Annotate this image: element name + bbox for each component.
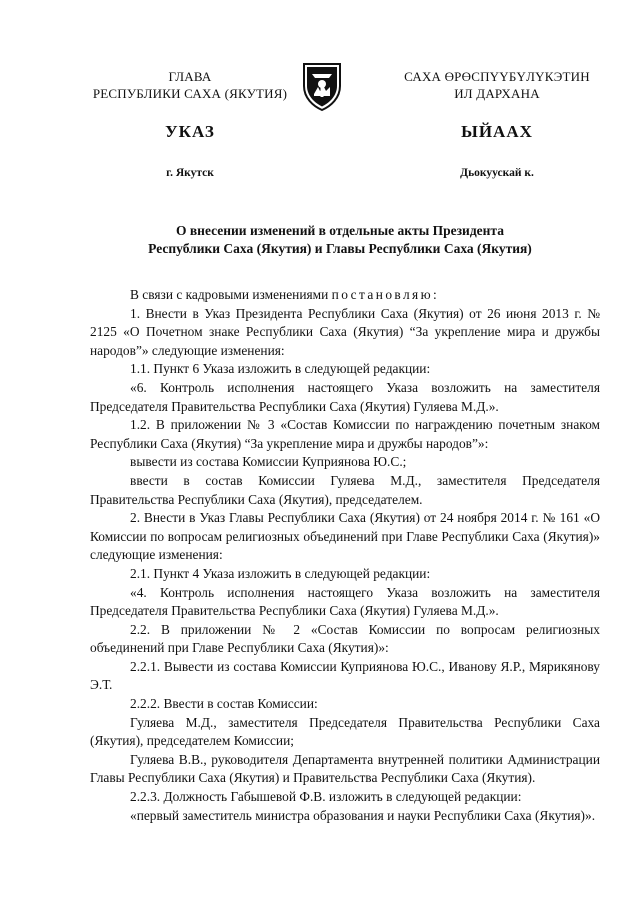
- paragraph-1-1: 1.1. Пункт 6 Указа изложить в следующей редакции:: [130, 361, 431, 377]
- paragraph-1-2: 1.2. В приложении № 3 «Состав Комиссии по награждению почетным знаком Республики Саха (Якутия) “За укрепление мира и дружбы народов”»:: [90, 417, 600, 451]
- right-doc-type: ЫЙААХ: [461, 122, 533, 141]
- intro-prefix: В связи с кадровыми изменениями: [130, 287, 332, 302]
- header-left-russian: [80, 68, 300, 179]
- decree-body: [90, 286, 600, 825]
- paragraph-2-2: 2.2. В приложении № 2 «Состав Комиссии по вопросам религиозных объединений при Главе Республики Саха (Якутия)»:: [90, 621, 600, 656]
- paragraph-2-2-2: 2.2.2. Ввести в состав Комиссии:: [130, 696, 318, 712]
- paragraph-2: 2. Внести в Указ Главы Республики Саха (Якутия) от 24 ноября 2014 г. № 161 «О Комиссии по вопросам религиозных объединений при Главе Республики Саха (Якутия)» следующие изменения:: [90, 510, 600, 563]
- paragraph-2-2-3: 2.2.3. Должность Габышевой Ф.В. изложить в следующей редакции:: [130, 789, 522, 805]
- paragraph-intro: [90, 286, 600, 305]
- paragraph-1: 1. Внести в Указ Президента Республики Саха (Якутия) от 26 июня 2013 г. № 2125 «О Почетном знаке Республики Саха (Якутия) “За укрепление мира и дружбы народов”» следующие изменения:: [90, 305, 600, 358]
- document-header: [0, 68, 640, 178]
- paragraph-2-2-2-b: Гуляева В.В., руководителя Департамента внутренней политики Администрации Главы Республики Саха (Якутия) и Правительства Республики Саха (Якутия).: [90, 751, 600, 786]
- paragraph-2-2-2-a: Гуляева М.Д., заместителя Председателя Правительства Республики Саха (Якутия), председателем Комиссии;: [90, 714, 600, 749]
- paragraph-1-2-remove: вывести из состава Комиссии Куприянова Ю.С.;: [130, 454, 407, 470]
- right-org-line-2: ИЛ ДАРХАНА: [454, 86, 540, 101]
- decree-title: [80, 222, 600, 258]
- left-org-line-1: ГЛАВА: [168, 69, 212, 84]
- paragraph-2-2-3-quote: «первый заместитель министра образования и науки Республики Саха (Якутия)».: [130, 807, 596, 823]
- paragraph-2-1-quote: «4. Контроль исполнения настоящего Указа возложить на заместителя Председателя Правительства Республики Саха (Якутия) Гуляева М.Д.».: [90, 584, 600, 619]
- left-doc-type: УКАЗ: [165, 122, 215, 141]
- coat-of-arms-icon: [298, 60, 346, 112]
- left-org-line-2: РЕСПУБЛИКИ САХА (ЯКУТИЯ): [92, 86, 288, 101]
- paragraph-2-1: 2.1. Пункт 4 Указа изложить в следующей редакции:: [130, 565, 431, 581]
- paragraph-2-2-1: 2.2.1. Вывести из состава Комиссии Куприянова Ю.С., Иванову Я.Р., Мярикянову Э.Т.: [90, 658, 600, 693]
- header-right-yakut: [382, 68, 612, 179]
- paragraph-1-2-add: ввести в состав Комиссии Гуляева М.Д., заместителя Председателя Правительства Республики Саха (Якутия), председателем.: [90, 472, 600, 507]
- left-city: г. Якутск: [166, 167, 214, 179]
- title-line-1: О внесении изменений в отдельные акты Президента: [176, 223, 504, 238]
- right-org-line-1: САХА ӨРӨСПҮҮБҮЛҮКЭТИН: [404, 69, 590, 84]
- right-city: Дьокуускай к.: [460, 167, 534, 179]
- intro-decree-word: постановляю:: [331, 287, 440, 302]
- paragraph-1-1-quote: «6. Контроль исполнения настоящего Указа возложить на заместителя Председателя Правительства Республики Саха (Якутия) Гуляева М.Д.».: [90, 379, 600, 414]
- title-line-2: Республики Саха (Якутия) и Главы Республики Саха (Якутия): [148, 241, 532, 256]
